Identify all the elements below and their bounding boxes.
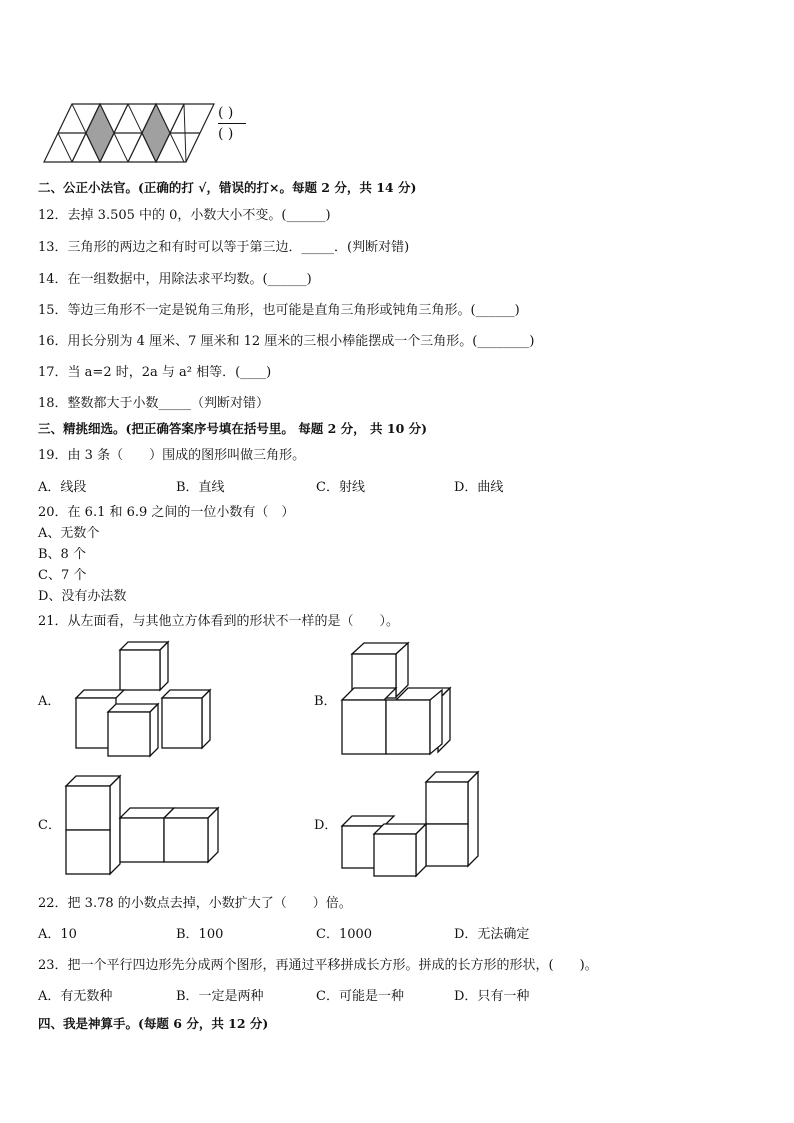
q19-option-c: C．射线 bbox=[316, 480, 365, 495]
q22-option-d: D．无法确定 bbox=[454, 927, 530, 942]
q23-option-b: B．一定是两种 bbox=[176, 989, 264, 1004]
q20-option-b: B、8 个 bbox=[38, 547, 86, 562]
question-18: 18．整数都大于小数_____（判断对错） bbox=[38, 396, 270, 411]
cube-figure-b bbox=[338, 640, 458, 760]
q22-option-b: B．100 bbox=[176, 927, 224, 942]
q20-option-d: D、没有办法数 bbox=[38, 589, 127, 604]
shaded-rhombus bbox=[142, 104, 170, 162]
q22-option-a: A．10 bbox=[38, 927, 77, 942]
cube-figure-d bbox=[340, 768, 485, 880]
question-13: 13．三角形的两边之和有时可以等于第三边．_____．(判断对错) bbox=[38, 240, 410, 255]
q21-option-b-label: B． bbox=[314, 694, 337, 709]
q21-option-c-label: C． bbox=[38, 818, 61, 833]
question-16: 16．用长分别为 4 厘米、7 厘米和 12 厘米的三根小棒能摆成一个三角形。(________) bbox=[38, 334, 535, 349]
q19-option-b: B．直线 bbox=[176, 480, 225, 495]
fraction-numerator: ( ) bbox=[218, 105, 234, 121]
q19-option-a: A．线段 bbox=[38, 480, 87, 495]
question-21: 21．从左面看，与其他立方体看到的形状不一样的是（ ）。 bbox=[38, 614, 400, 629]
section3-heading: 三、精挑细选。(把正确答案序号填在括号里。 每题 2 分， 共 10 分) bbox=[38, 421, 428, 436]
cube-figure-a bbox=[70, 640, 225, 760]
q23-option-c: C．可能是一种 bbox=[316, 989, 404, 1004]
question-14: 14．在一组数据中，用除法求平均数。(______) bbox=[38, 272, 312, 287]
section4-heading: 四、我是神算手。(每题 6 分，共 12 分) bbox=[38, 1016, 269, 1031]
cube-figure-c bbox=[62, 772, 222, 880]
q20-option-c: C、7 个 bbox=[38, 568, 87, 583]
q21-option-a-label: A． bbox=[38, 694, 61, 709]
q20-option-a: A、无数个 bbox=[38, 526, 100, 541]
question-15: 15．等边三角形不一定是锐角三角形，也可能是直角三角形或钝角三角形。(______) bbox=[38, 303, 520, 318]
fraction-answer-blank[interactable] bbox=[218, 104, 246, 143]
parallelogram-grid-figure bbox=[40, 100, 220, 166]
question-23: 23．把一个平行四边形先分成两个图形，再通过平移拼成长方形。拼成的长方形的形状，( )。 bbox=[38, 958, 598, 973]
shaded-rhombus bbox=[86, 104, 114, 162]
fraction-denominator: ( ) bbox=[218, 126, 234, 142]
question-17: 17．当 a=2 时，2a 与 a² 相等．(____) bbox=[38, 365, 272, 380]
q21-option-d-label: D． bbox=[314, 818, 338, 833]
question-22: 22．把 3.78 的小数点去掉，小数扩大了（ ）倍。 bbox=[38, 896, 352, 911]
question-20: 20．在 6.1 和 6.9 之间的一位小数有（ ） bbox=[38, 505, 295, 520]
q22-option-c: C．1000 bbox=[316, 927, 373, 942]
question-19: 19．由 3 条（ ）围成的图形叫做三角形。 bbox=[38, 448, 306, 463]
q19-option-d: D．曲线 bbox=[454, 480, 504, 495]
section2-heading: 二、公正小法官。(正确的打 √，错误的打×。每题 2 分，共 14 分) bbox=[38, 180, 417, 195]
q23-option-d: D．只有一种 bbox=[454, 989, 530, 1004]
q23-option-a: A．有无数种 bbox=[38, 989, 113, 1004]
question-12: 12．去掉 3.505 中的 0，小数大小不变。(______) bbox=[38, 208, 331, 223]
